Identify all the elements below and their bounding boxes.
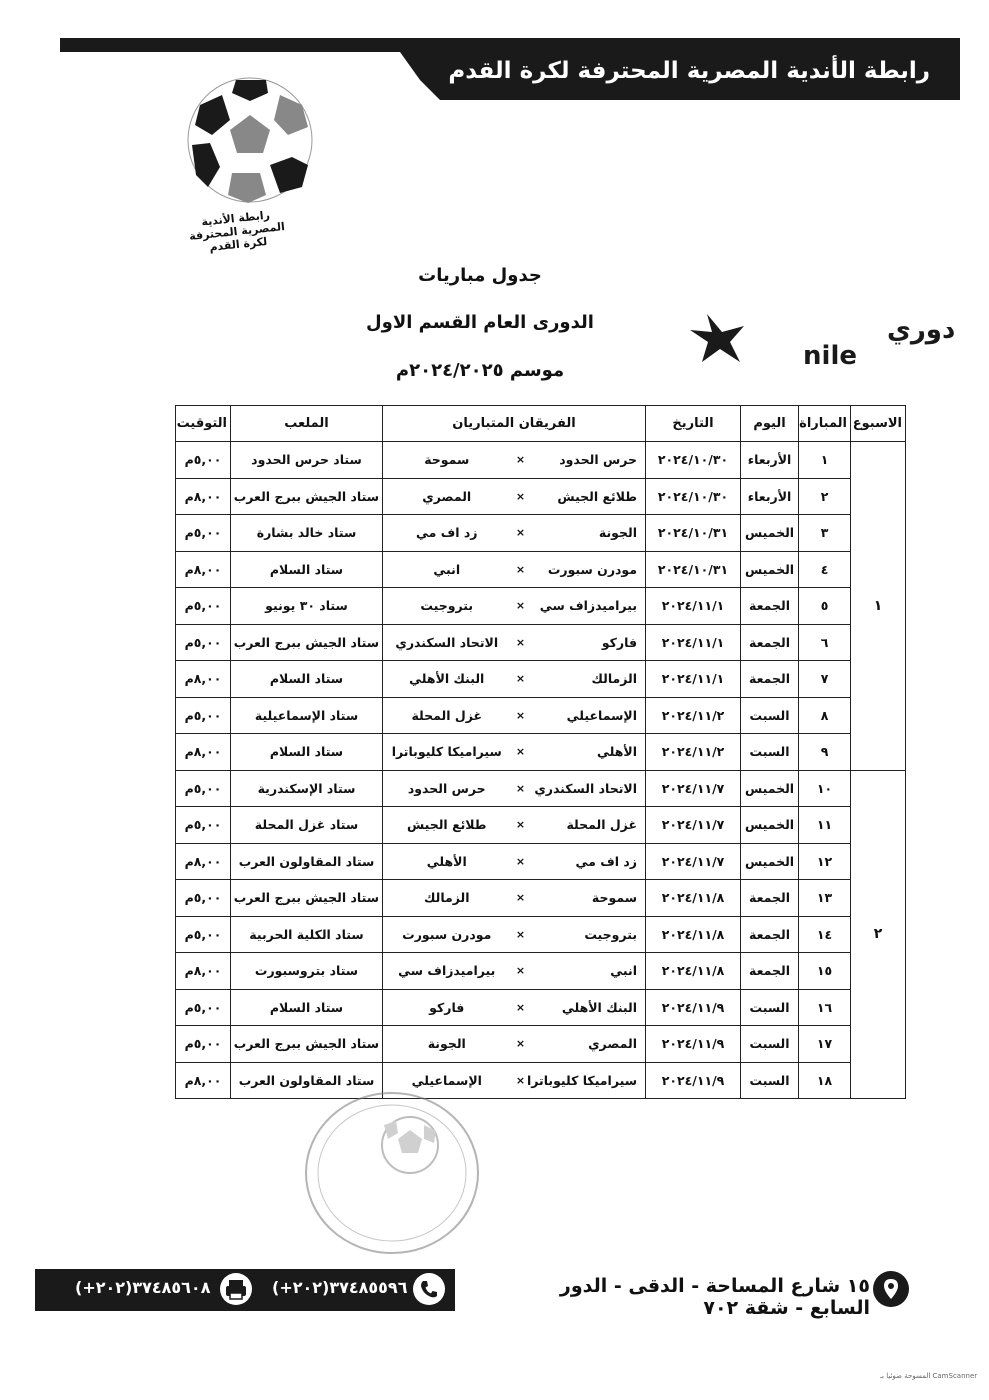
match-number: ١١ bbox=[799, 807, 851, 844]
away-team: بتروجيت bbox=[383, 588, 511, 625]
stadium: ستاد المقاولون العرب bbox=[231, 1062, 383, 1099]
match-date: ٢٠٢٤/١١/٩ bbox=[646, 1026, 741, 1063]
match-day: الخميس bbox=[741, 770, 799, 807]
match-day: الجمعة bbox=[741, 953, 799, 990]
away-team: سيراميكا كليوباترا bbox=[383, 734, 511, 771]
official-stamp bbox=[300, 1085, 485, 1260]
home-team: البنك الأهلي bbox=[531, 989, 646, 1026]
match-date: ٢٠٢٤/١٠/٣٠ bbox=[646, 442, 741, 479]
kickoff-time: ٨,٠٠م bbox=[176, 661, 231, 698]
table-row bbox=[176, 807, 906, 844]
table-row bbox=[176, 770, 906, 807]
away-team: انبي bbox=[383, 551, 511, 588]
vs-symbol: × bbox=[511, 989, 531, 1026]
away-team: طلائع الجيش bbox=[383, 807, 511, 844]
match-number: ١٠ bbox=[799, 770, 851, 807]
home-team: الاتحاد السكندري bbox=[531, 770, 646, 807]
vs-symbol: × bbox=[511, 953, 531, 990]
home-team: الزمالك bbox=[531, 661, 646, 698]
schedule-body bbox=[176, 442, 906, 1099]
header-match: المباراة bbox=[799, 406, 851, 442]
match-date: ٢٠٢٤/١١/٧ bbox=[646, 770, 741, 807]
kickoff-time: ٨,٠٠م bbox=[176, 1062, 231, 1099]
table-row bbox=[176, 843, 906, 880]
match-number: ١٣ bbox=[799, 880, 851, 917]
fax-number: (+٢٠٢)٣٧٤٨٥٦٠٨ bbox=[75, 1278, 211, 1297]
away-team: المصري bbox=[383, 478, 511, 515]
stadium: ستاد حرس الحدود bbox=[231, 442, 383, 479]
stadium: ستاد الإسماعيلية bbox=[231, 697, 383, 734]
vs-symbol: × bbox=[511, 697, 531, 734]
table-row bbox=[176, 989, 906, 1026]
match-number: ١٥ bbox=[799, 953, 851, 990]
match-day: الجمعة bbox=[741, 916, 799, 953]
match-day: الجمعة bbox=[741, 588, 799, 625]
kickoff-time: ٥,٠٠م bbox=[176, 588, 231, 625]
away-team: مودرن سبورت bbox=[383, 916, 511, 953]
league-logo-text: رابطة الأندية المصرية المحترفة لكرة القدم bbox=[188, 208, 286, 254]
match-day: السبت bbox=[741, 734, 799, 771]
away-team: سموحة bbox=[383, 442, 511, 479]
table-row bbox=[176, 588, 906, 625]
header-teams: الفريقان المتباريان bbox=[383, 406, 646, 442]
stadium: ستاد بتروسبورت bbox=[231, 953, 383, 990]
match-number: ١ bbox=[799, 442, 851, 479]
match-date: ٢٠٢٤/١١/٨ bbox=[646, 880, 741, 917]
kickoff-time: ٥,٠٠م bbox=[176, 1026, 231, 1063]
kickoff-time: ٨,٠٠م bbox=[176, 843, 231, 880]
table-row bbox=[176, 1026, 906, 1063]
nile-league-logo bbox=[672, 304, 956, 371]
kickoff-time: ٥,٠٠م bbox=[176, 442, 231, 479]
phone-number: (+٢٠٢)٣٧٤٨٥٥٩٦ bbox=[272, 1278, 408, 1297]
header-date: التاريخ bbox=[646, 406, 741, 442]
match-day: الجمعة bbox=[741, 661, 799, 698]
away-team: الجونة bbox=[383, 1026, 511, 1063]
home-team: طلائع الجيش bbox=[531, 478, 646, 515]
kickoff-time: ٨,٠٠م bbox=[176, 551, 231, 588]
stadium: ستاد الكلية الحربية bbox=[231, 916, 383, 953]
away-team: البنك الأهلي bbox=[383, 661, 511, 698]
home-team: الأهلي bbox=[531, 734, 646, 771]
home-team: الإسماعيلي bbox=[531, 697, 646, 734]
away-team: حرس الحدود bbox=[383, 770, 511, 807]
vs-symbol: × bbox=[511, 1062, 531, 1099]
vs-symbol: × bbox=[511, 843, 531, 880]
away-team: فاركو bbox=[383, 989, 511, 1026]
match-day: الأربعاء bbox=[741, 478, 799, 515]
match-date: ٢٠٢٤/١٠/٣٠ bbox=[646, 478, 741, 515]
schedule-table bbox=[175, 405, 906, 1099]
table-header-row bbox=[176, 406, 906, 442]
home-team: سموحة bbox=[531, 880, 646, 917]
kickoff-time: ٥,٠٠م bbox=[176, 807, 231, 844]
league-title: الدورى العام القسم الاول bbox=[366, 312, 594, 333]
match-number: ١٢ bbox=[799, 843, 851, 880]
stadium: ستاد الإسكندرية bbox=[231, 770, 383, 807]
match-date: ٢٠٢٤/١٠/٣١ bbox=[646, 515, 741, 552]
season-title: موسم ٢٠٢٤/٢٠٢٥م bbox=[395, 360, 565, 381]
table-row bbox=[176, 478, 906, 515]
away-team: زد اف مي bbox=[383, 515, 511, 552]
match-number: ٧ bbox=[799, 661, 851, 698]
match-day: السبت bbox=[741, 989, 799, 1026]
home-team: الجونة bbox=[531, 515, 646, 552]
table-row bbox=[176, 1062, 906, 1099]
match-day: الخميس bbox=[741, 843, 799, 880]
match-number: ٦ bbox=[799, 624, 851, 661]
vs-symbol: × bbox=[511, 661, 531, 698]
stadium: ستاد ٣٠ يونيو bbox=[231, 588, 383, 625]
kickoff-time: ٥,٠٠م bbox=[176, 770, 231, 807]
stadium: ستاد خالد بشارة bbox=[231, 515, 383, 552]
header-week: الاسبوع bbox=[851, 406, 906, 442]
match-day: الخميس bbox=[741, 551, 799, 588]
away-team: الزمالك bbox=[383, 880, 511, 917]
address: ١٥ شارع المساحة - الدقى - الدور السابع - شقة ٧٠٢ bbox=[559, 1275, 870, 1319]
vs-symbol: × bbox=[511, 1026, 531, 1063]
week-number: ٢ bbox=[851, 770, 906, 1099]
match-day: السبت bbox=[741, 1062, 799, 1099]
nile-logo-latin: nile bbox=[803, 341, 857, 371]
vs-symbol: × bbox=[511, 588, 531, 625]
kickoff-time: ٨,٠٠م bbox=[176, 734, 231, 771]
kickoff-time: ٥,٠٠م bbox=[176, 916, 231, 953]
match-date: ٢٠٢٤/١١/٧ bbox=[646, 807, 741, 844]
nile-logo-arabic: دوري bbox=[887, 315, 956, 345]
away-team: غزل المحلة bbox=[383, 697, 511, 734]
home-team: سيراميكا كليوباترا bbox=[531, 1062, 646, 1099]
stadium: ستاد السلام bbox=[231, 551, 383, 588]
vs-symbol: × bbox=[511, 624, 531, 661]
table-row bbox=[176, 442, 906, 479]
home-team: انبي bbox=[531, 953, 646, 990]
match-day: الأربعاء bbox=[741, 442, 799, 479]
vs-symbol: × bbox=[511, 734, 531, 771]
match-date: ٢٠٢٤/١٠/٣١ bbox=[646, 551, 741, 588]
header-time: التوقيت bbox=[176, 406, 231, 442]
table-row bbox=[176, 624, 906, 661]
table-row bbox=[176, 551, 906, 588]
header-stadium: الملعب bbox=[231, 406, 383, 442]
match-day: الخميس bbox=[741, 807, 799, 844]
table-row bbox=[176, 734, 906, 771]
kickoff-time: ٥,٠٠م bbox=[176, 697, 231, 734]
vs-symbol: × bbox=[511, 478, 531, 515]
header-day: اليوم bbox=[741, 406, 799, 442]
kickoff-time: ٨,٠٠م bbox=[176, 478, 231, 515]
scanner-note: CamScanner المسوحة ضوئيا بـ bbox=[880, 1372, 978, 1380]
away-team: الأهلي bbox=[383, 843, 511, 880]
match-number: ١٨ bbox=[799, 1062, 851, 1099]
match-number: ١٧ bbox=[799, 1026, 851, 1063]
match-date: ٢٠٢٤/١١/١ bbox=[646, 661, 741, 698]
match-date: ٢٠٢٤/١١/٢ bbox=[646, 697, 741, 734]
match-date: ٢٠٢٤/١١/٨ bbox=[646, 916, 741, 953]
kickoff-time: ٥,٠٠م bbox=[176, 624, 231, 661]
week-number: ١ bbox=[851, 442, 906, 771]
match-date: ٢٠٢٤/١١/١ bbox=[646, 624, 741, 661]
table-row bbox=[176, 661, 906, 698]
stadium: ستاد المقاولون العرب bbox=[231, 843, 383, 880]
match-date: ٢٠٢٤/١١/٩ bbox=[646, 1062, 741, 1099]
match-day: الخميس bbox=[741, 515, 799, 552]
vs-symbol: × bbox=[511, 515, 531, 552]
stadium: ستاد الجيش ببرج العرب bbox=[231, 1026, 383, 1063]
match-number: ١٦ bbox=[799, 989, 851, 1026]
match-date: ٢٠٢٤/١١/٨ bbox=[646, 953, 741, 990]
footer bbox=[35, 1265, 910, 1319]
location-pin-icon bbox=[873, 1271, 909, 1307]
match-day: السبت bbox=[741, 1026, 799, 1063]
kickoff-time: ٥,٠٠م bbox=[176, 880, 231, 917]
home-team: مودرن سبورت bbox=[531, 551, 646, 588]
kickoff-time: ٨,٠٠م bbox=[176, 953, 231, 990]
match-number: ٩ bbox=[799, 734, 851, 771]
vs-symbol: × bbox=[511, 770, 531, 807]
schedule-title: جدول مباريات bbox=[418, 265, 542, 286]
stadium: ستاد السلام bbox=[231, 661, 383, 698]
table-row bbox=[176, 697, 906, 734]
home-team: فاركو bbox=[531, 624, 646, 661]
home-team: غزل المحلة bbox=[531, 807, 646, 844]
stadium: ستاد غزل المحلة bbox=[231, 807, 383, 844]
vs-symbol: × bbox=[511, 442, 531, 479]
kickoff-time: ٥,٠٠م bbox=[176, 989, 231, 1026]
stadium: ستاد السلام bbox=[231, 989, 383, 1026]
match-number: ٥ bbox=[799, 588, 851, 625]
home-team: زد اف مي bbox=[531, 843, 646, 880]
match-number: ٣ bbox=[799, 515, 851, 552]
vs-symbol: × bbox=[511, 551, 531, 588]
fax-icon bbox=[220, 1273, 252, 1305]
kickoff-time: ٥,٠٠م bbox=[176, 515, 231, 552]
away-team: بيراميدزاف سي bbox=[383, 953, 511, 990]
vs-symbol: × bbox=[511, 880, 531, 917]
match-number: ٤ bbox=[799, 551, 851, 588]
table-row bbox=[176, 953, 906, 990]
phone-icon bbox=[413, 1273, 445, 1305]
match-day: الجمعة bbox=[741, 624, 799, 661]
match-date: ٢٠٢٤/١١/١ bbox=[646, 588, 741, 625]
home-team: المصري bbox=[531, 1026, 646, 1063]
match-number: ١٤ bbox=[799, 916, 851, 953]
association-name: رابطة الأندية المصرية المحترفة لكرة القدم bbox=[448, 58, 930, 84]
stadium: ستاد السلام bbox=[231, 734, 383, 771]
away-team: الإسماعيلي bbox=[383, 1062, 511, 1099]
table-row bbox=[176, 880, 906, 917]
vs-symbol: × bbox=[511, 807, 531, 844]
match-day: الجمعة bbox=[741, 880, 799, 917]
match-day: السبت bbox=[741, 697, 799, 734]
stadium: ستاد الجيش ببرج العرب bbox=[231, 478, 383, 515]
match-date: ٢٠٢٤/١١/٩ bbox=[646, 989, 741, 1026]
table-row bbox=[176, 515, 906, 552]
match-date: ٢٠٢٤/١١/٧ bbox=[646, 843, 741, 880]
match-number: ٢ bbox=[799, 478, 851, 515]
home-team: حرس الحدود bbox=[531, 442, 646, 479]
home-team: بيراميدزاف سي bbox=[531, 588, 646, 625]
match-date: ٢٠٢٤/١١/٢ bbox=[646, 734, 741, 771]
stadium: ستاد الجيش ببرج العرب bbox=[231, 880, 383, 917]
away-team: الاتحاد السكندري bbox=[383, 624, 511, 661]
match-number: ٨ bbox=[799, 697, 851, 734]
home-team: بتروجيت bbox=[531, 916, 646, 953]
table-row bbox=[176, 916, 906, 953]
vs-symbol: × bbox=[511, 916, 531, 953]
stadium: ستاد الجيش ببرج العرب bbox=[231, 624, 383, 661]
